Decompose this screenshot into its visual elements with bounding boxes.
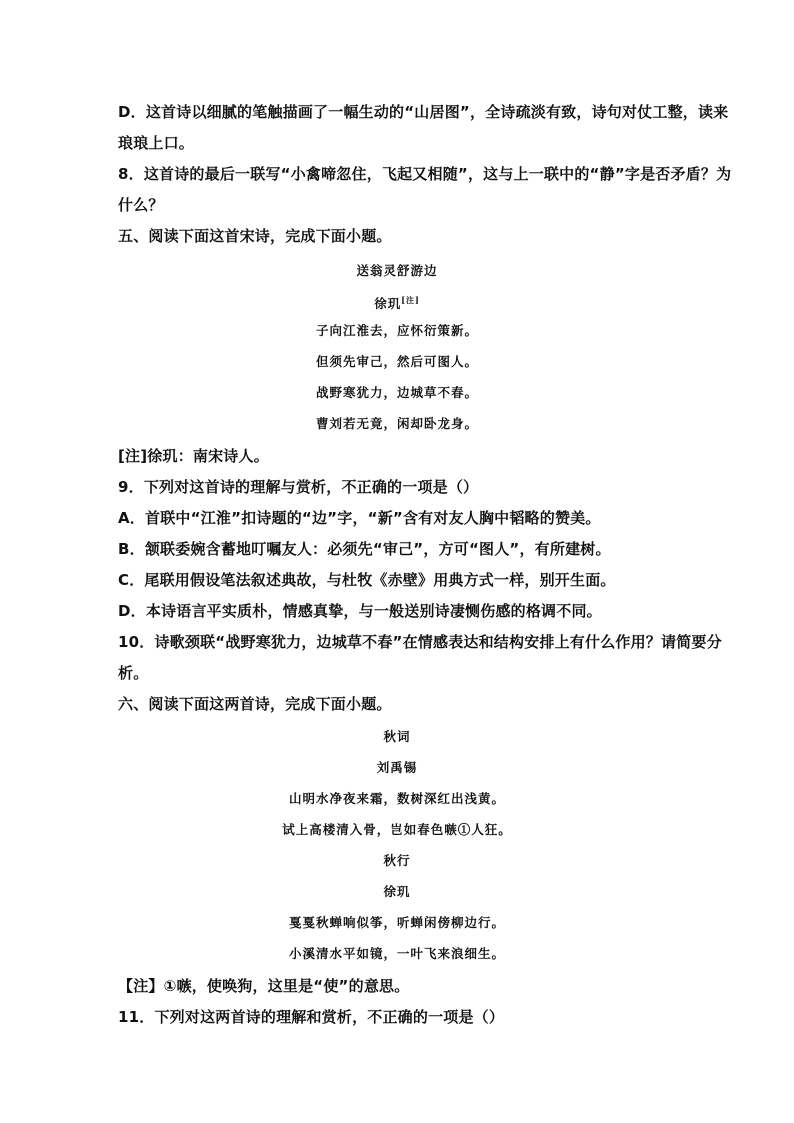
poem-3-title: 秋行: [383, 853, 411, 868]
question-9: 9．下列对这首诗的理解与赏析，不正确的一项是（）: [118, 478, 479, 496]
question-10-line-2: 析。: [118, 664, 149, 682]
question-9-option-a: A．首联中“江淮”扣诗题的“边”字，“新”含有对友人胸中韬略的赞美。: [118, 509, 601, 527]
poem-1-title: 送翁灵舒游边: [356, 263, 438, 278]
question-8-line-2: 什么？: [118, 196, 164, 214]
question-8-line-1: 8．这首诗的最后一联写“小禽啼忽住，飞起又相随”，这与上一联中的“静”字是否矛盾？为: [118, 165, 732, 183]
poem-3-author: 徐玑: [383, 884, 411, 899]
poem-2-note: 【注】①嗾，使唤狗，这里是“使”的意思。: [118, 977, 410, 995]
question-9-option-b: B．颔联委婉含蓄地叮嘱友人：必须先“审己”，方可“图人”，有所建树。: [118, 540, 611, 558]
poem-2-verse: 试上高楼清入骨，岂如春色嗾①人狂。: [282, 822, 512, 837]
section-6-heading: 六、阅读下面这两首诗，完成下面小题。: [118, 695, 392, 713]
poem-3-verse: 戛戛秋蝉响似筝，听蝉闲傍柳边行。: [288, 915, 505, 930]
question-9-option-c: C．尾联用假设笔法叙述典故，与杜牧《赤壁》用典方式一样，别开生面。: [118, 571, 616, 589]
poem-2-verse: 山明水净夜来霜，数树深红出浅黄。: [288, 791, 505, 806]
section-5-heading: 五、阅读下面这首宋诗，完成下面小题。: [118, 227, 392, 245]
poem-1-verse: 曹刘若无竟，闲却卧龙身。: [315, 416, 478, 431]
poem-3-verse: 小溪清水平如镜，一叶飞来浪细生。: [288, 946, 505, 961]
poem-2-title: 秋词: [383, 729, 411, 744]
option-d-line-2: 琅琅上口。: [118, 134, 195, 152]
poem-1-verse: 战野寒犹力，边城草不春。: [315, 385, 478, 400]
poem-1-verse: 但须先审己，然后可图人。: [315, 354, 478, 369]
poem-1-author-note-mark: [注]: [401, 295, 420, 305]
option-d-line-1: D．这首诗以细腻的笔触描画了一幅生动的“山居图”，全诗疏淡有致，诗句对仗工整，读来: [118, 103, 729, 121]
poem-1-author: 徐玑: [374, 296, 402, 312]
poem-2-author: 刘禹锡: [376, 760, 418, 775]
question-9-option-d: D．本诗语言平实质朴，情感真挚，与一般送别诗凄恻伤感的格调不同。: [118, 602, 602, 620]
poem-1-author-line: [0, 291, 794, 313]
poem-1-verse: 子向江淮去，应怀衍策新。: [315, 323, 478, 338]
question-10-line-1: 10．诗歌颈联“战野寒犹力，边城草不春”在情感表达和结构安排上有什么作用？请简要分: [118, 633, 722, 651]
poem-1-note: [注]徐玑：南宋诗人。: [118, 447, 269, 465]
question-11: 11．下列对这两首诗的理解和赏析，不正确的一项是（）: [118, 1008, 505, 1026]
